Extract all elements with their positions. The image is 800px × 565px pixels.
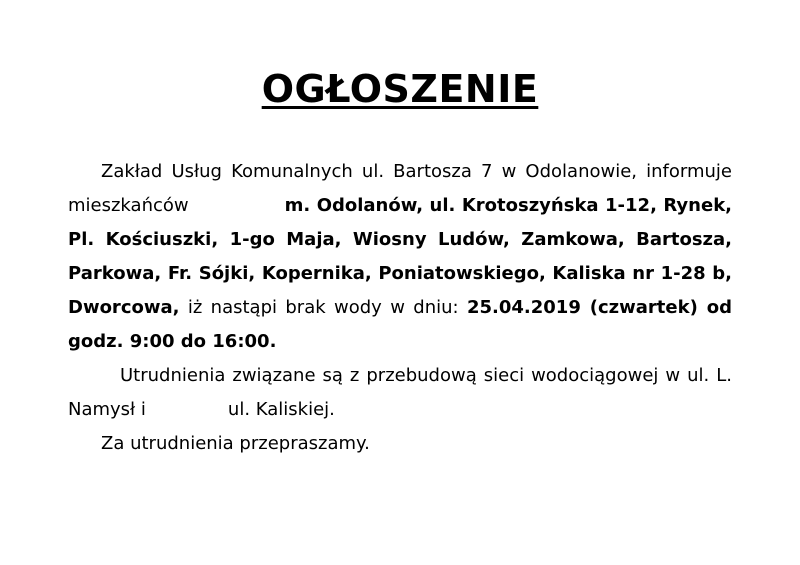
paragraph-notice [68,155,732,359]
outage-date: 25.04.2019 (czwartek) od godz. 9:00 do 16:00. [68,297,732,352]
apology-text: Za utrudnienia przepraszamy. [101,433,370,454]
paragraph-apology [68,427,732,461]
reason-text-a: Utrudnienia związane są z przebudową sieci wodociągowej w ul. L. Namysł i [68,365,732,420]
notice-intro: Zakład Usług Komunalnych ul. Bartosza 7 w Odolanowie, informuje mieszkańców [68,161,732,216]
paragraph-reason [68,359,732,427]
notice-middle: iż nastąpi brak wody w dniu: [187,297,459,318]
announcement-body [68,155,732,461]
announcement-title: OGŁOSZENIE [261,67,539,111]
reason-text-b: ul. Kaliskiej. [227,399,335,420]
affected-streets: m. Odolanów, ul. Krotoszyńska 1-12, Rynek, Pl. Kościuszki, 1-go Maja, Wiosny Ludów, Zamkowa, Bartosza, Parkowa, Fr. Sójki, Kopernika, Poniatowskiego, Kaliska nr 1-28 b, Dworcowa, [68,195,732,318]
